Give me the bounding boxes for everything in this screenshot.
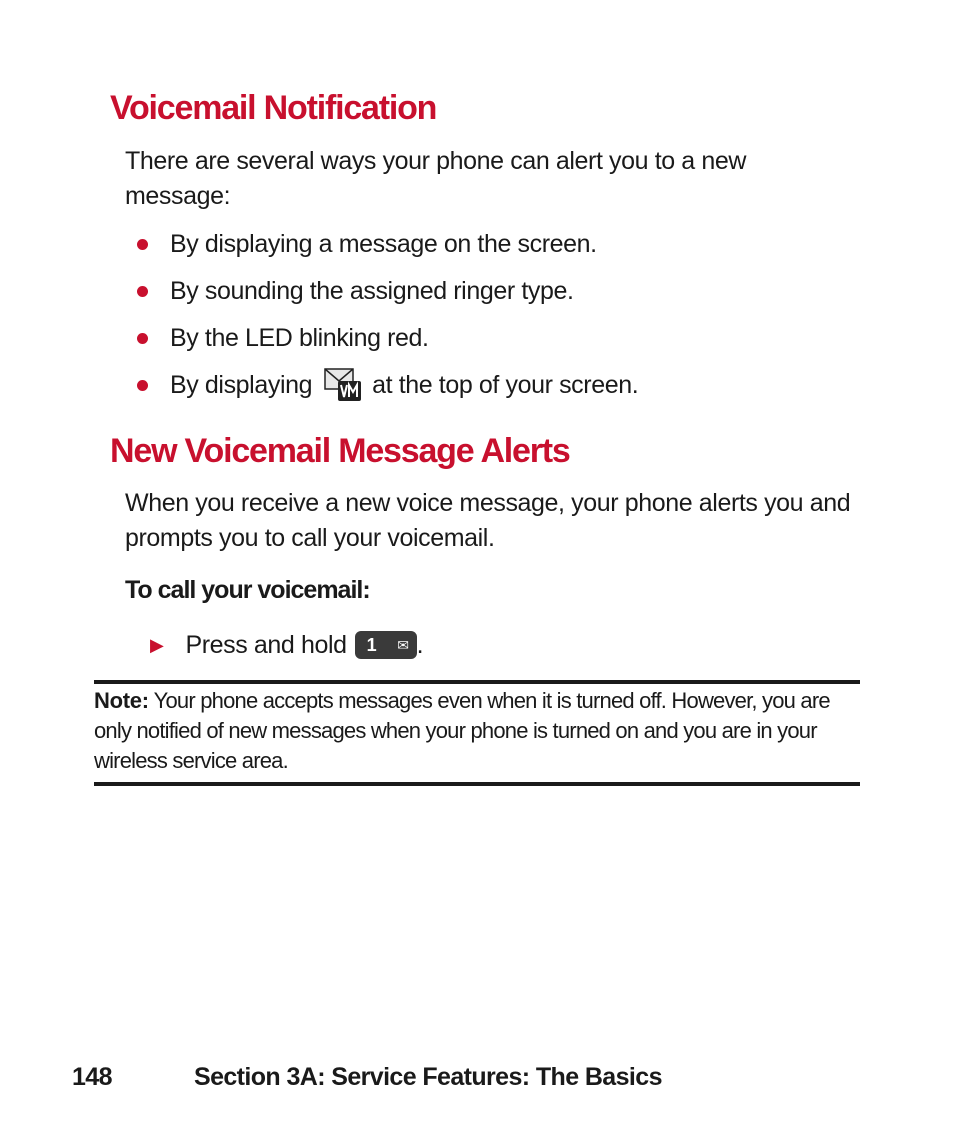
key-label: 1 bbox=[366, 634, 377, 655]
section-title-new-voicemail-alerts: New Voicemail Message Alerts bbox=[110, 432, 570, 470]
voicemail-icon bbox=[324, 367, 362, 403]
list-item bbox=[137, 226, 597, 262]
bullet-icon bbox=[137, 333, 148, 344]
step-text: Press and hold bbox=[185, 630, 347, 659]
list-item bbox=[137, 320, 429, 356]
key-1-button bbox=[355, 631, 417, 659]
note-box bbox=[94, 686, 860, 776]
list-item-text: By sounding the assigned ringer type. bbox=[170, 276, 574, 305]
list-item-text: By displaying a message on the screen. bbox=[170, 229, 597, 258]
list-item-text: By the LED blinking red. bbox=[170, 323, 429, 352]
page-number: 148 bbox=[72, 1063, 112, 1091]
section-title-voicemail-notification: Voicemail Notification bbox=[110, 89, 437, 127]
bullet-icon bbox=[137, 239, 148, 250]
bullet-icon bbox=[137, 286, 148, 297]
alerts-paragraph: When you receive a new voice message, your phone alerts you and prompts you to call your voicemail. bbox=[125, 489, 851, 552]
note-top-rule bbox=[94, 680, 860, 684]
list-item bbox=[137, 273, 574, 309]
footer-section-title: Section 3A: Service Features: The Basics bbox=[194, 1063, 662, 1091]
step-end-punctuation: . bbox=[416, 630, 424, 659]
procedure-heading: To call your voicemail: bbox=[125, 576, 370, 604]
bullet-icon bbox=[137, 380, 148, 391]
note-bottom-rule bbox=[94, 782, 860, 786]
procedure-step bbox=[150, 626, 423, 664]
envelope-icon: ✉ bbox=[397, 636, 409, 653]
intro-paragraph: There are several ways your phone can alert you to a new message: bbox=[125, 147, 747, 210]
note-text: Your phone accepts messages even when it is turned off. However, you are only notified of new messages when your phone is turned on and you are in your wireless service area. bbox=[94, 688, 830, 773]
note-label: Note: bbox=[94, 688, 149, 713]
list-item-text: at the top of your screen. bbox=[372, 370, 639, 399]
step-arrow-icon: ▶ bbox=[150, 634, 164, 655]
list-item-text: By displaying bbox=[170, 370, 313, 399]
list-item bbox=[137, 367, 638, 403]
